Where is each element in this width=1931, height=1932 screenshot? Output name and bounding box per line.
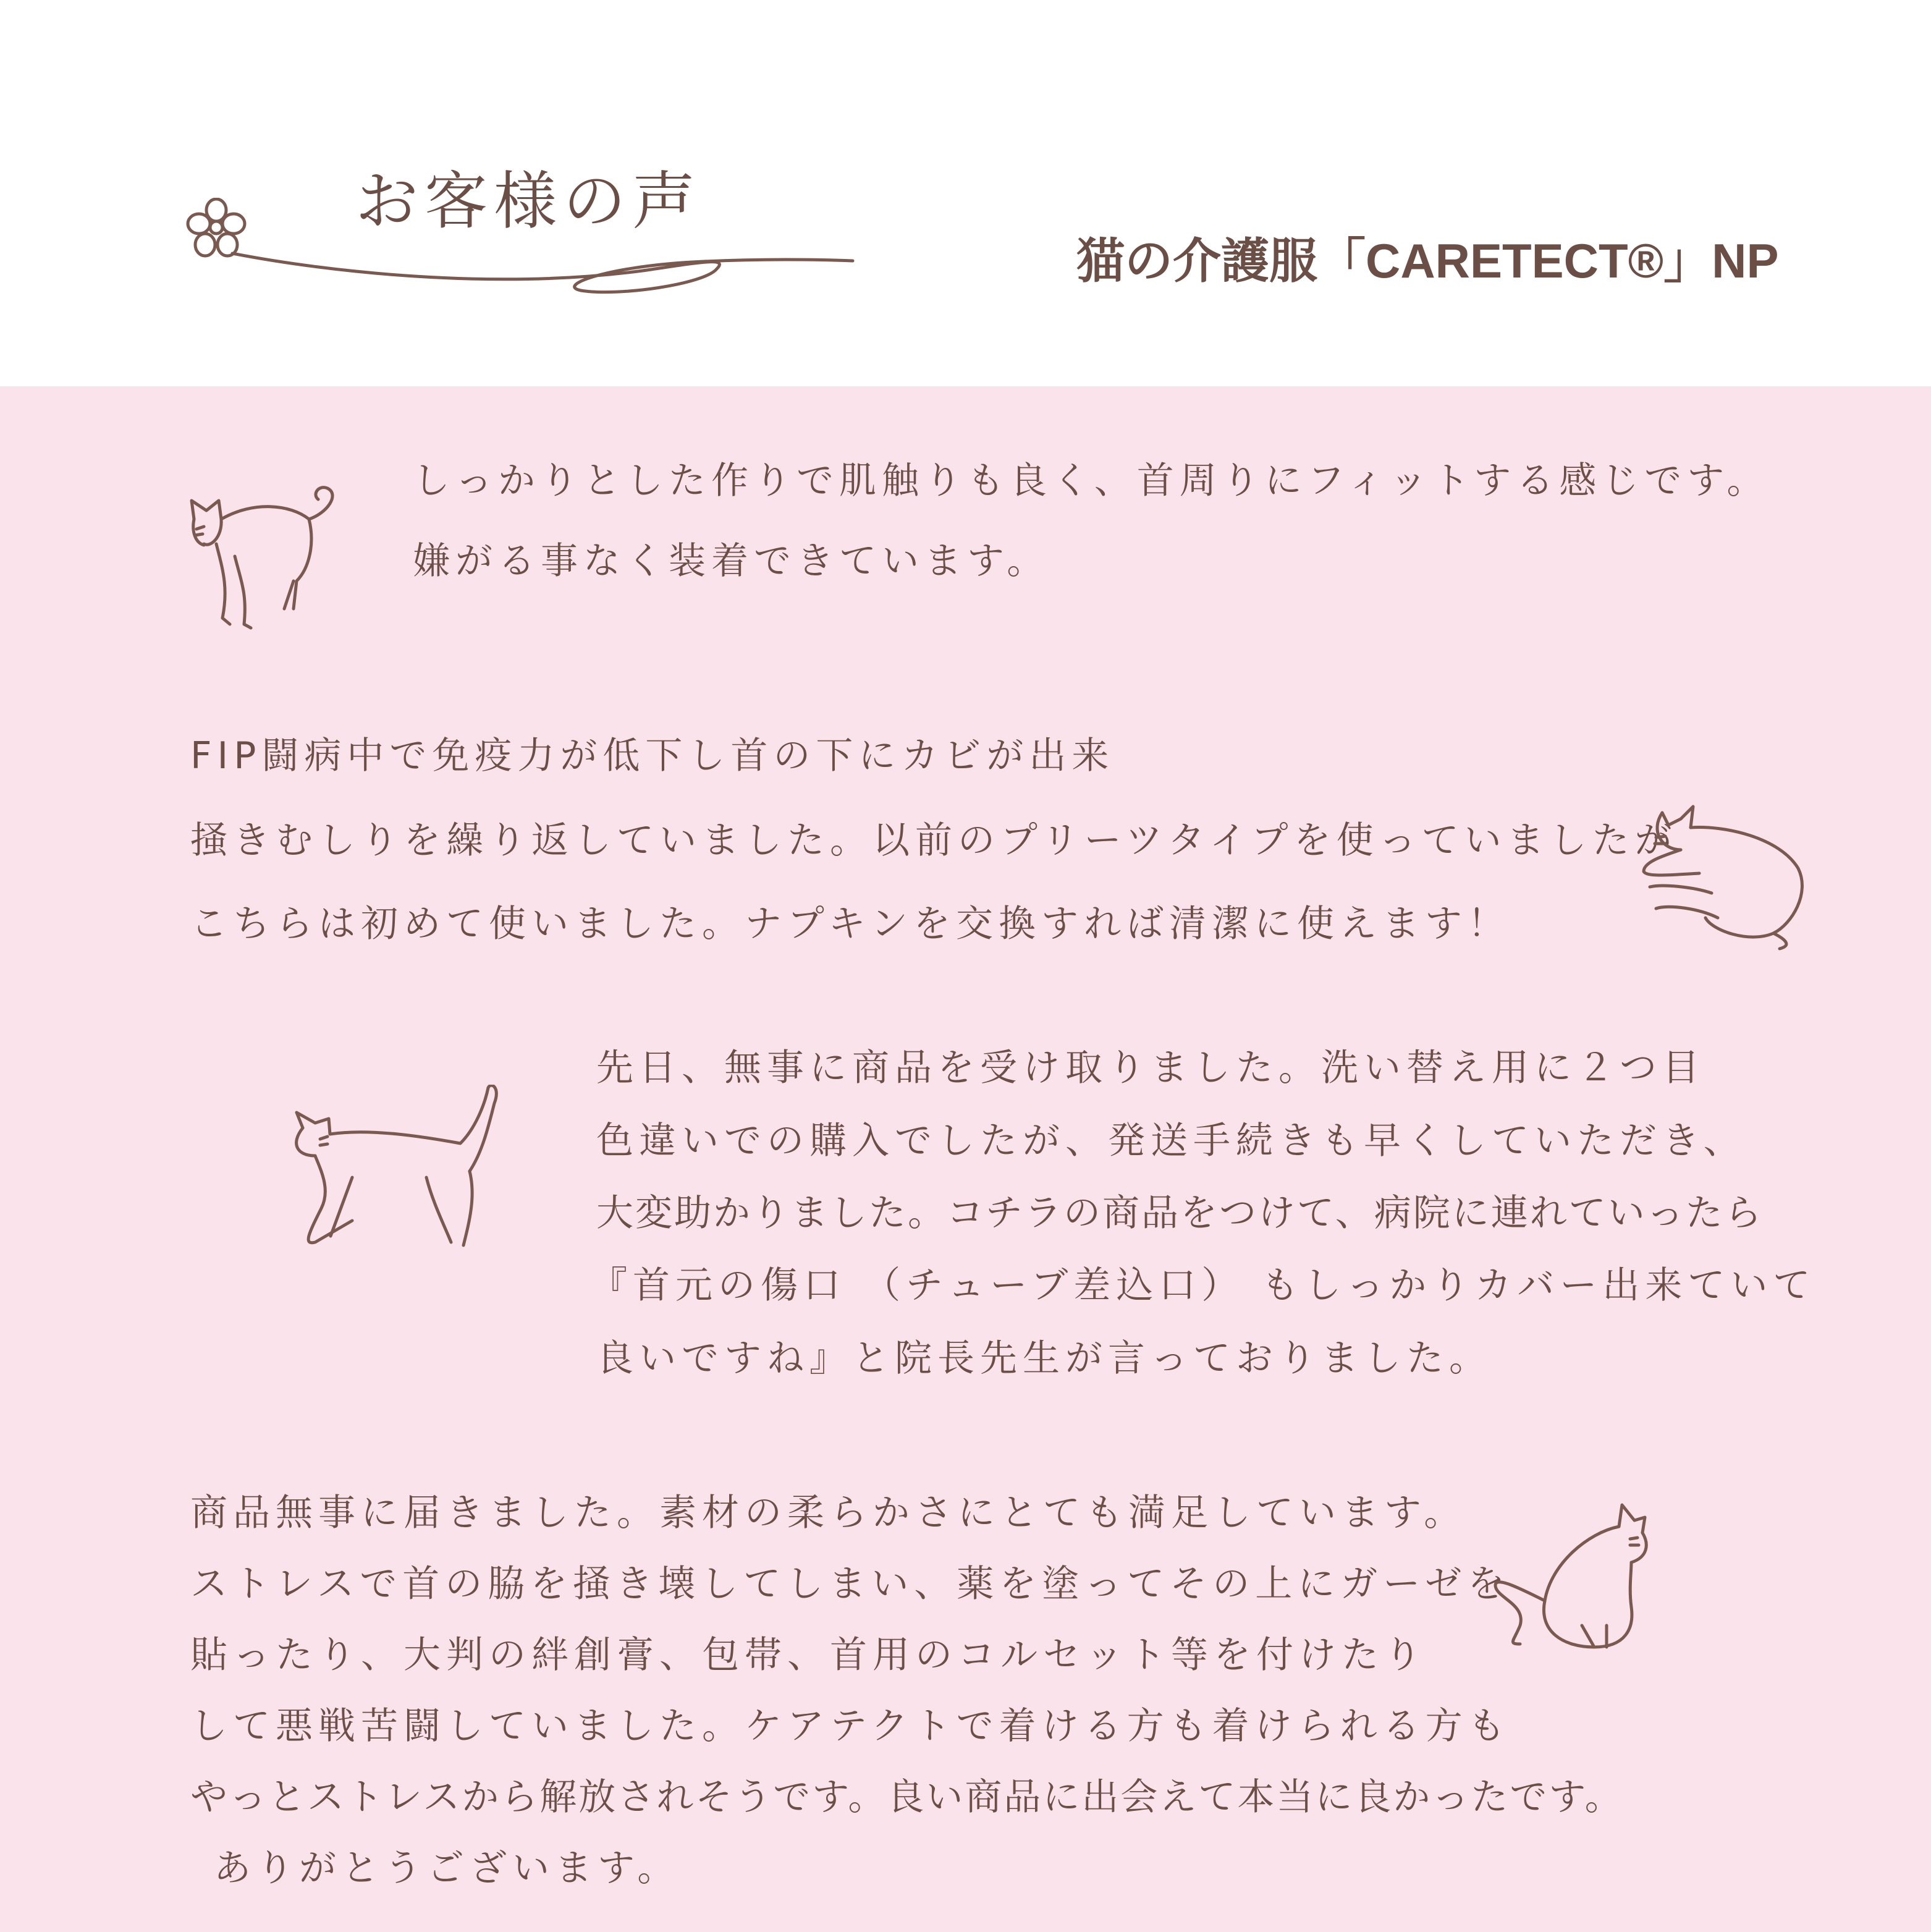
- review-2: [190, 726, 1678, 949]
- review-line: やっとストレスから解放されそうです。良い商品に出会えて本当に良かったです。: [190, 1776, 1624, 1819]
- review-line: 『首元の傷口 （チューブ差込口） もしっかりカバー出来ていて: [590, 1264, 1816, 1307]
- review-line: 嫌がる事なく装着できています。: [413, 540, 1050, 583]
- review-1: [413, 451, 1770, 593]
- product-name: 猫の介護服「CARETECT®」NP: [1076, 234, 1779, 288]
- review-line: 先日、無事に商品を受け取りました。洗い替え用に２つ目: [596, 1046, 1705, 1090]
- review-line: 掻きむしりを繰り返していました。以前のプリーツタイプを使っていましたが: [190, 819, 1678, 862]
- review-line: FIP闘病中で免疫力が低下し首の下にカビが出来: [190, 734, 1115, 777]
- review-3: [590, 1038, 1894, 1384]
- page-title: お客様の声: [355, 165, 701, 239]
- review-line: しっかりとした作りで肌触りも良く、首周りにフィットする感じです。: [413, 459, 1770, 502]
- review-line: ありがとうございます。: [214, 1847, 680, 1890]
- review-line: 商品無事に届きました。素材の柔らかさにとても満足しています。: [190, 1491, 1467, 1535]
- review-line: 貼ったり、大判の絆創膏、包帯、首用のコルセット等を付けたり: [190, 1633, 1427, 1677]
- cat-walking-away-icon: [185, 476, 340, 643]
- review-line: 良いですね』と院長先生が言っておりました。: [596, 1337, 1492, 1380]
- cat-lying-icon: [1637, 800, 1811, 955]
- review-line: ストレスで首の脇を掻き壊してしまい、薬を塗ってその上にガーゼを: [190, 1562, 1510, 1606]
- header-area: [0, 0, 1931, 386]
- cat-sitting-icon: [1483, 1496, 1656, 1656]
- review-line: して悪戦苦闘していました。ケアテクトで着ける方も着けられる方も: [190, 1705, 1511, 1748]
- cat-walking-icon: [284, 1085, 507, 1252]
- review-line: 大変助かりました。コチラの商品をつけて、病院に連れていったら: [596, 1192, 1764, 1235]
- review-line: こちらは初めて使いました。ナプキンを交換すれば清潔に使えます！: [190, 902, 1510, 946]
- review-line: 色違いでの購入でしたが、発送手続きも早くしていただき、: [596, 1119, 1746, 1163]
